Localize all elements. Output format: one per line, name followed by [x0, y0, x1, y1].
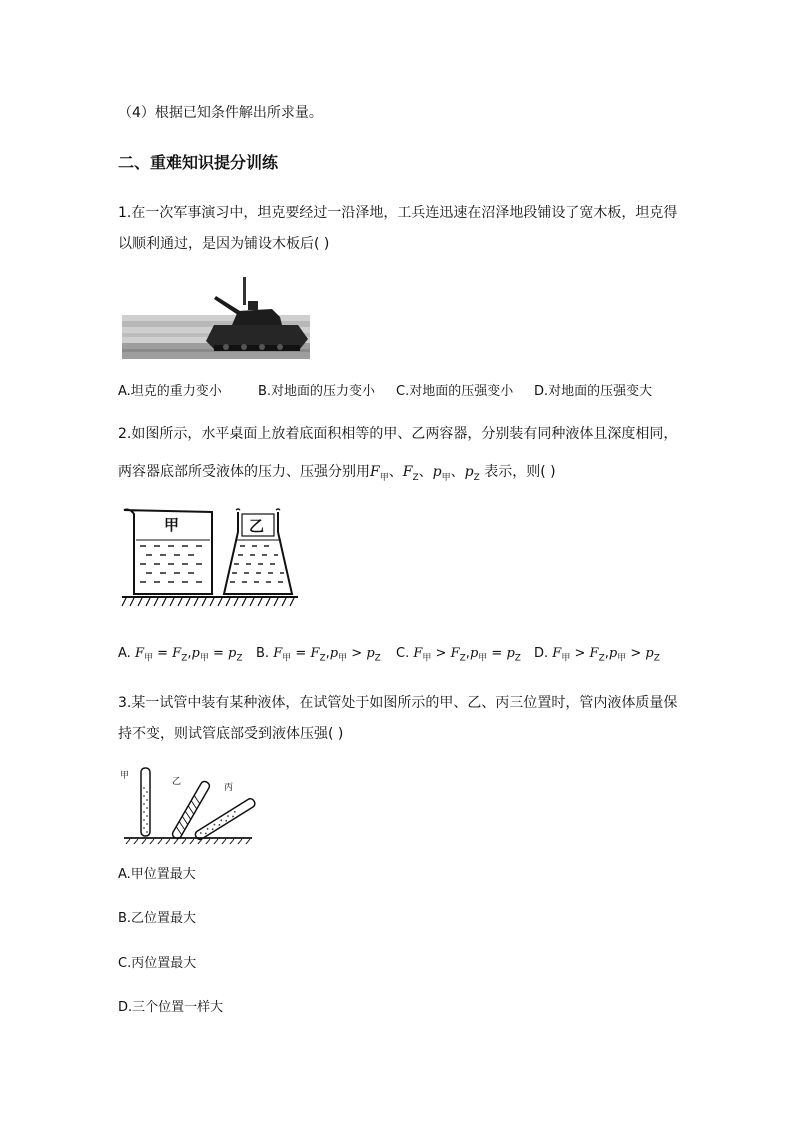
containers-illustration — [120, 502, 300, 608]
q1-option-d: D.对地面的压强变大 — [534, 384, 653, 399]
liquid-yi — [230, 540, 284, 582]
symbol-f-jia: $F_甲$ — [370, 464, 389, 483]
q1-text-line2: 以顺利通过，是因为铺设木板后( ) — [118, 236, 330, 252]
tube-label-bing: 丙 — [224, 783, 234, 793]
q2-line2-suffix: 表示，则( ) — [484, 464, 556, 480]
section-title: 二、重难知识提分训练 — [118, 153, 279, 172]
separator: 、 — [450, 464, 465, 480]
tube-label-jia: 甲 — [120, 771, 130, 781]
q2-text-line1: 2.如图所示，水平桌面上放着底面积相等的甲、乙两容器，分别装有同种液体且深度相同， — [118, 426, 678, 442]
tube-bing — [194, 797, 256, 841]
q3-option-c: C.丙位置最大 — [118, 956, 197, 971]
q2-text-line2 — [118, 462, 556, 488]
q2-option-d: D. $F_甲 > F_Z,p_甲 > p_Z$ — [534, 646, 660, 664]
q1-option-c: C.对地面的压强变小 — [396, 384, 514, 399]
table-hatching — [122, 598, 294, 606]
tank-photo — [122, 273, 310, 359]
q3-option-b: B.乙位置最大 — [118, 911, 197, 926]
tube-label-yi: 乙 — [172, 777, 182, 787]
q2-line2-prefix: 两容器底部所受液体的压力、压强分别用 — [118, 464, 370, 480]
q2-option-c: C. $F_甲 > F_Z,p_甲 = p_Z$ — [396, 646, 521, 664]
q3-text-line1: 3.某一试管中装有某种液体，在试管处于如图所示的甲、乙、丙三位置时，管内液体质量保 — [118, 695, 678, 711]
test-tube-figure — [118, 764, 258, 844]
symbol-p-jia: $p_甲$ — [432, 464, 451, 483]
intro-step-text: （4）根据已知条件解出所求量。 — [118, 105, 323, 121]
q3-option-a: A.甲位置最大 — [118, 867, 196, 882]
container-label-yi: 乙 — [249, 517, 265, 535]
container-label-jia: 甲 — [164, 516, 180, 534]
q2-option-b: B. $F_甲 = F_Z,p_甲 > p_Z$ — [256, 646, 381, 664]
q3-text-line2: 持不变，则试管底部受到液体压强( ) — [118, 726, 344, 742]
separator: 、 — [388, 464, 403, 480]
q1-option-b: B.对地面的压力变小 — [258, 384, 376, 399]
containers-figure — [120, 502, 300, 608]
tube-jia — [141, 768, 150, 836]
symbol-f-yi: $F_Z$ — [402, 464, 419, 483]
symbol-p-yi: $p_Z$ — [464, 464, 480, 483]
test-tube-illustration — [118, 764, 258, 844]
ground-hatching — [126, 839, 250, 844]
tank-illustration — [122, 273, 310, 359]
q3-option-d: D.三个位置一样大 — [118, 1000, 224, 1015]
separator: 、 — [418, 464, 433, 480]
q2-option-a: A. $F_甲 = F_Z,p_甲 = p_Z$ — [118, 646, 243, 664]
q1-option-a: A.坦克的重力变小 — [118, 384, 222, 399]
liquid-jia — [136, 540, 210, 582]
q1-text-line1: 1.在一次军事演习中，坦克要经过一沿泽地，工兵连迅速在沼泽地段铺设了宽木板，坦克得 — [118, 205, 678, 221]
